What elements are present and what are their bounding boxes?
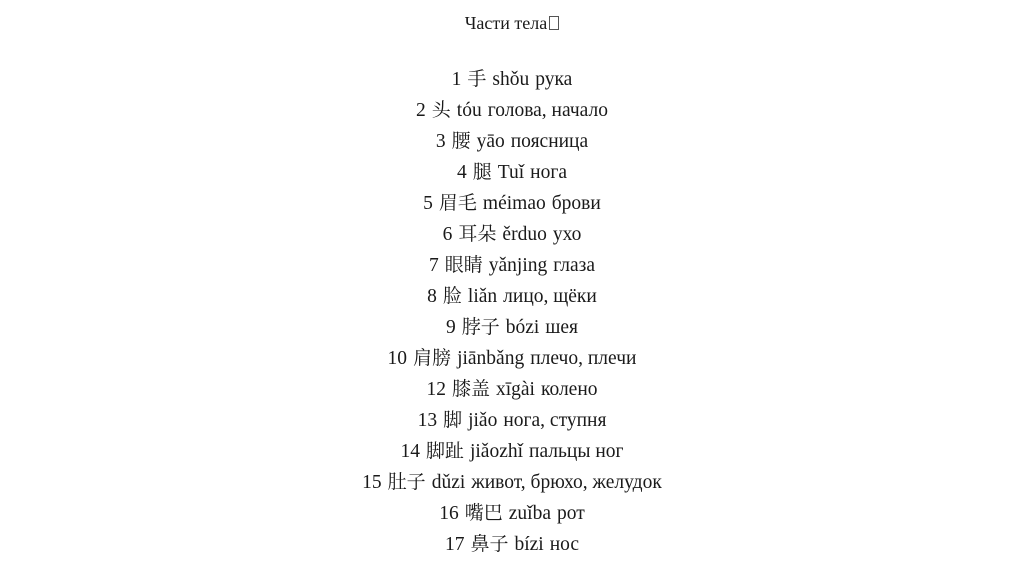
item-pinyin: zuǐba [508,503,551,524]
item-hanzi: 腰 [451,130,471,152]
title-text: Части тела [464,13,548,33]
vocab-item [0,436,1024,467]
vocab-item [0,343,1024,374]
item-pinyin: shǒu [492,69,530,90]
item-translation: нога [530,162,567,183]
vocab-item [0,405,1024,436]
item-number: 5 [423,193,433,214]
item-number: 13 [417,410,438,431]
item-number: 15 [362,472,382,493]
item-number: 12 [426,379,446,400]
vocab-item [0,219,1024,250]
item-hanzi: 眼睛 [444,254,483,276]
item-hanzi: 头 [431,99,451,121]
item-number: 16 [439,503,459,524]
vocab-item [0,157,1024,188]
vocab-item [0,529,1024,560]
item-pinyin: bízi [514,534,544,555]
item-hanzi: 脸 [442,285,462,307]
vocab-item [0,312,1024,343]
item-translation: брови [551,193,601,214]
item-number: 1 [451,69,462,90]
item-translation: живот, брюхо, желудок [471,472,662,493]
slide-title [0,11,1024,35]
item-translation: пальцы ног [529,441,624,462]
vocab-item [0,498,1024,529]
vocab-list [0,64,1024,560]
item-pinyin: yāo [476,131,505,152]
item-pinyin: xīgài [495,379,535,400]
vocab-item [0,95,1024,126]
item-translation: поясница [510,131,589,152]
item-pinyin: liǎn [467,286,498,307]
item-translation: ухо [552,224,582,245]
vocab-item [0,64,1024,95]
item-translation: колено [540,379,598,400]
item-pinyin: tóu [456,100,482,121]
item-translation: рука [535,69,573,90]
vocab-item [0,188,1024,219]
item-number: 10 [387,348,408,369]
item-hanzi: 腿 [472,161,492,183]
item-translation: глаза [553,255,596,276]
missing-glyph-icon [549,16,559,30]
item-hanzi: 脚趾 [425,440,464,462]
item-pinyin: dǔzi [431,472,466,493]
item-hanzi: 膝盖 [451,378,490,400]
item-number: 2 [416,100,426,121]
item-hanzi: 鼻子 [470,533,509,555]
item-hanzi: 嘴巴 [464,502,503,524]
item-number: 17 [444,534,465,555]
item-number: 3 [435,131,446,152]
item-translation: нос [549,534,580,555]
item-translation: плечо, плечи [530,348,637,369]
item-hanzi: 肚子 [387,471,426,493]
item-pinyin: jiānbǎng [457,348,525,369]
vocab-item [0,126,1024,157]
item-translation: шея [545,317,578,338]
item-pinyin: méimao [482,193,546,214]
item-translation: лицо, щёки [503,286,597,307]
item-hanzi: 耳朵 [458,223,497,245]
item-number: 8 [427,286,437,307]
item-number: 6 [442,224,453,245]
item-pinyin: bózi [505,317,540,338]
vocab-item [0,281,1024,312]
item-pinyin: jiǎo [468,410,498,431]
item-translation: нога, ступня [503,410,607,431]
item-pinyin: Tuǐ [497,162,525,183]
item-translation: голова, начало [487,100,608,121]
item-hanzi: 脚 [443,409,463,431]
item-hanzi: 眉毛 [438,192,477,214]
item-hanzi: 脖子 [461,316,500,338]
item-pinyin: jiǎozhǐ [469,441,524,462]
item-number: 14 [400,441,420,462]
item-translation: рот [556,503,585,524]
vocab-item [0,250,1024,281]
item-hanzi: 手 [467,68,487,90]
item-pinyin: ěrduo [502,224,547,245]
item-number: 7 [428,255,439,276]
vocab-item [0,374,1024,405]
item-hanzi: 肩膀 [413,347,452,369]
item-number: 4 [456,162,467,183]
vocab-item [0,467,1024,498]
item-pinyin: yǎnjing [488,255,548,276]
item-number: 9 [446,317,456,338]
